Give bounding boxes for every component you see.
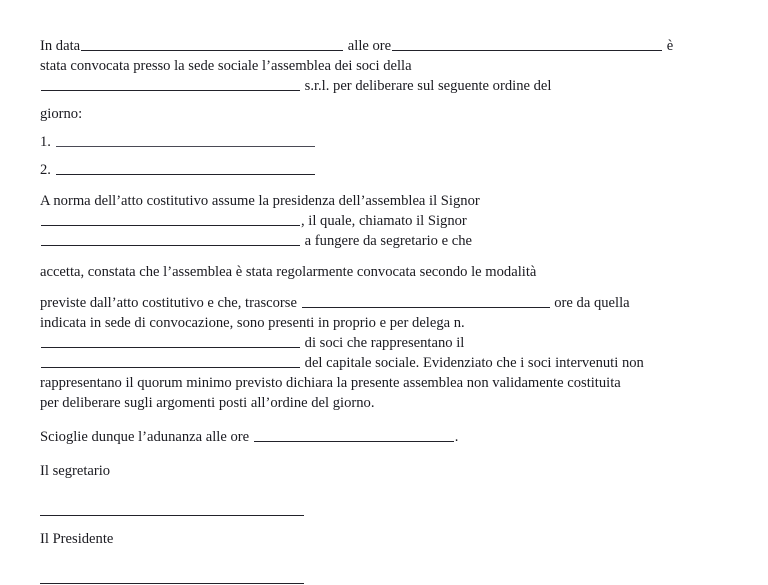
paragraph-deliberare-odg: per deliberare sugli argomenti posti all’ordine del giorno. bbox=[40, 395, 375, 411]
spacer bbox=[40, 549, 728, 583]
blank-ore-trascorse[interactable] bbox=[302, 294, 550, 308]
spacer bbox=[40, 447, 728, 461]
label-il-quale-chiamato: , il quale, chiamato il Signor bbox=[301, 213, 467, 229]
label-ore-da-quella: ore da quella bbox=[554, 295, 630, 311]
blank-ordine-giorno-2[interactable] bbox=[56, 161, 315, 175]
spacer bbox=[40, 481, 728, 515]
blank-nome-presidente[interactable] bbox=[41, 212, 300, 226]
label-fungere-segretario: a fungere da segretario e che bbox=[304, 233, 472, 249]
paragraph-societa bbox=[40, 76, 728, 96]
blank-nome-segretario[interactable] bbox=[41, 232, 300, 246]
signature-line-presidente[interactable] bbox=[40, 583, 304, 584]
blank-ora[interactable] bbox=[392, 37, 662, 51]
label-punto-finale: . bbox=[454, 429, 459, 445]
blank-ora-scioglimento[interactable] bbox=[254, 428, 454, 442]
label-e: è bbox=[666, 38, 674, 54]
paragraph-quota-capitale bbox=[40, 353, 728, 373]
spacer bbox=[40, 282, 728, 293]
blank-numero-soci[interactable] bbox=[41, 334, 300, 348]
blank-quota-capitale[interactable] bbox=[41, 354, 300, 368]
list-item-1 bbox=[40, 132, 728, 152]
label-previste-trascorse: previste dall’atto costitutivo e che, trascorse bbox=[40, 295, 297, 311]
paragraph-presenti-delega: indicata in sede di convocazione, sono presenti in proprio e per delega n. bbox=[40, 315, 465, 331]
label-alle-ore: alle ore bbox=[347, 38, 392, 54]
item-1-number: 1. bbox=[40, 134, 51, 150]
label-del-capitale-sociale: del capitale sociale. Evidenziato che i soci intervenuti non bbox=[304, 355, 644, 371]
spacer bbox=[40, 516, 728, 529]
paragraph-convocazione: stata convocata presso la sede sociale l’assemblea dei soci della bbox=[40, 58, 412, 74]
paragraph-giorno: giorno: bbox=[40, 106, 83, 122]
spacer bbox=[40, 96, 728, 104]
spacer bbox=[40, 413, 728, 427]
paragraph-numero-soci bbox=[40, 333, 728, 353]
paragraph-presidenza: A norma dell’atto costitutivo assume la presidenza dell’assemblea il Signor bbox=[40, 193, 480, 209]
list-item-2 bbox=[40, 160, 728, 180]
label-il-segretario: Il segretario bbox=[40, 463, 111, 479]
paragraph-scioglimento bbox=[40, 427, 728, 447]
label-srl-deliberare: s.r.l. per deliberare sul seguente ordine del bbox=[304, 78, 552, 94]
blank-denominazione-societa[interactable] bbox=[41, 77, 300, 91]
paragraph-nome-segretario bbox=[40, 231, 728, 251]
blank-data[interactable] bbox=[81, 37, 343, 51]
label-scioglie-adunanza: Scioglie dunque l’adunanza alle ore bbox=[40, 429, 250, 445]
spacer bbox=[40, 251, 728, 262]
label-in-data: In data bbox=[40, 38, 81, 54]
document-body bbox=[40, 36, 728, 584]
spacer bbox=[40, 152, 728, 160]
paragraph-accetta-constata: accetta, constata che l’assemblea è stata regolarmente convocata secondo le modalità bbox=[40, 264, 537, 280]
paragraph-trascorse-ore bbox=[40, 293, 728, 313]
paragraph-date-time bbox=[40, 36, 728, 56]
paragraph-quorum: rappresentano il quorum minimo previsto dichiara la presente assemblea non validamente costituita bbox=[40, 375, 621, 391]
paragraph-nome-presidente bbox=[40, 211, 728, 231]
spacer bbox=[40, 124, 728, 132]
label-di-soci-rappresentano: di soci che rappresentano il bbox=[304, 335, 465, 351]
blank-ordine-giorno-1[interactable] bbox=[56, 133, 315, 147]
label-il-presidente: Il Presidente bbox=[40, 531, 114, 547]
item-2-number: 2. bbox=[40, 162, 51, 178]
spacer bbox=[40, 180, 728, 191]
